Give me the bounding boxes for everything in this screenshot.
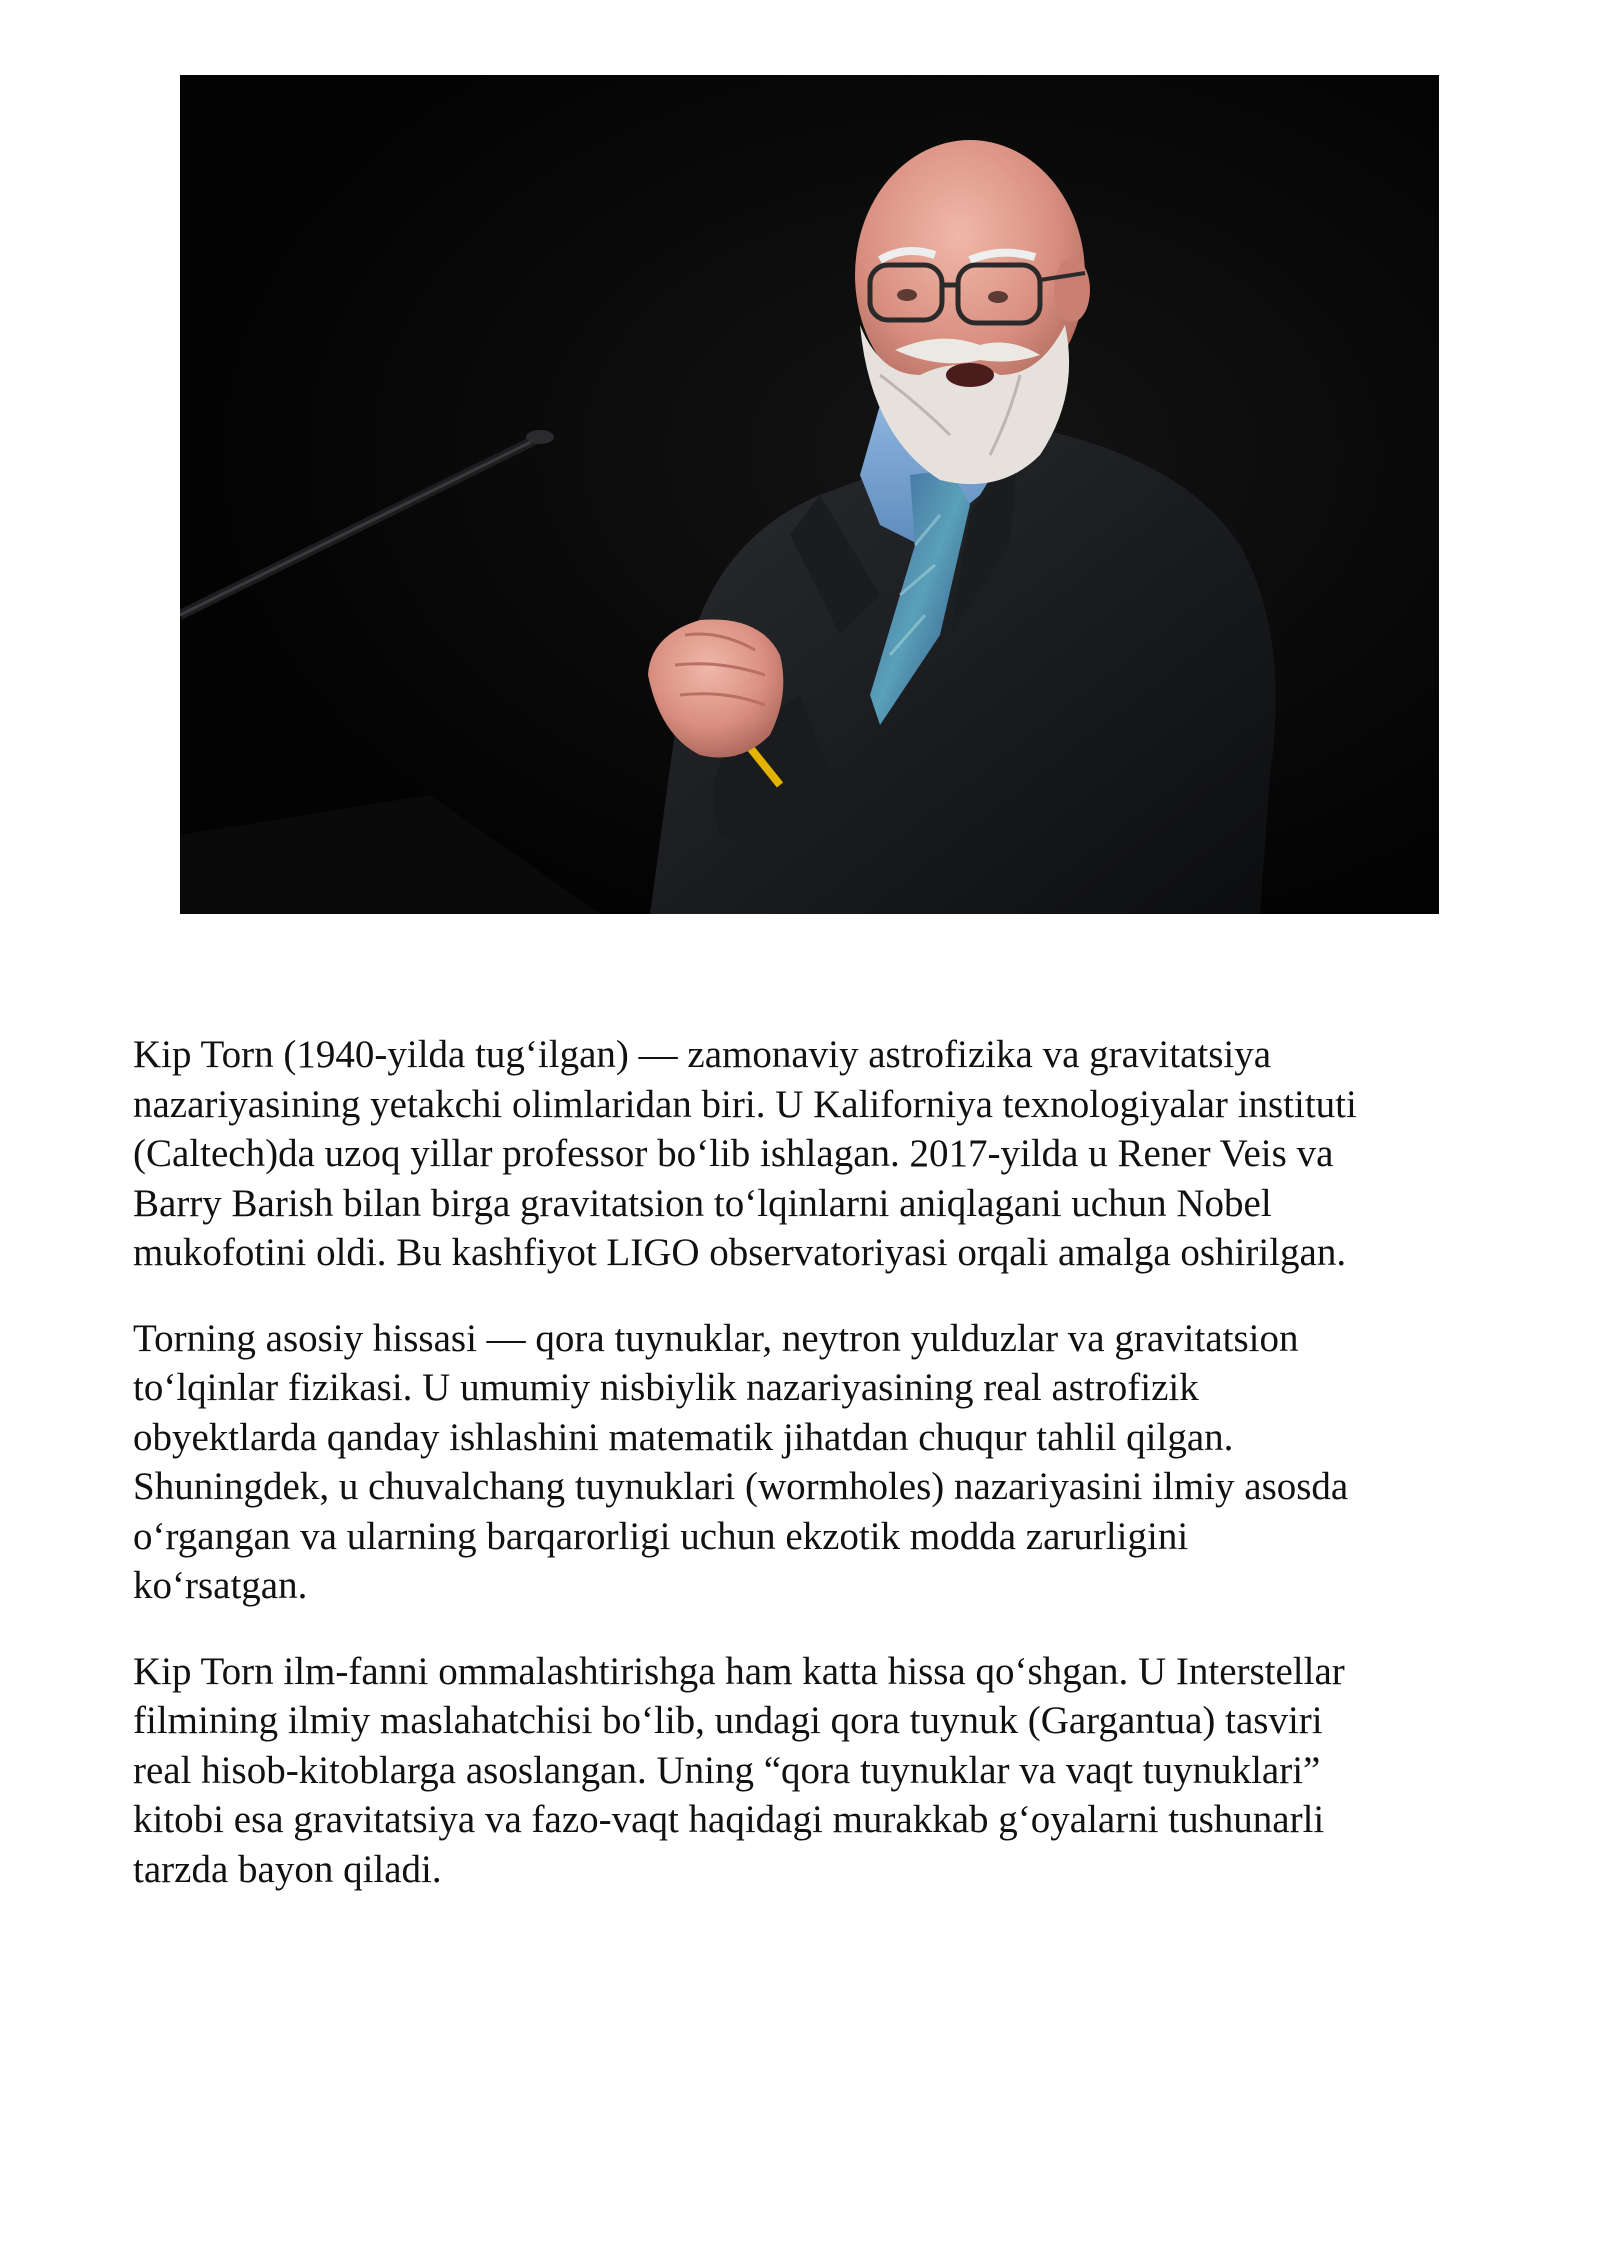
paragraph-3	[133, 1647, 1493, 1895]
text-line: to‘lqinlar fizikasi. U umumiy nisbiylik nazariyasining real astrofizik	[133, 1366, 1199, 1409]
text-line: nazariyasining yetakchi olimlaridan biri. U Kaliforniya texnologiyalar instituti	[133, 1082, 1357, 1126]
text-line: (Caltech)da uzoq yillar professor bo‘lib ishlagan. 2017-yilda u Rener Veis va	[133, 1132, 1334, 1175]
text-line: ko‘rsatgan.	[133, 1564, 308, 1607]
text-line: obyektlarda qanday ishlashini matematik jihatdan chuqur tahlil qilgan.	[133, 1415, 1234, 1459]
text-line: Shuningdek, u chuvalchang tuynuklari (wormholes) nazariyasini ilmiy asosda	[133, 1465, 1349, 1508]
text-line: real hisob-kitoblarga asoslangan. Uning “qora tuynuklar va vaqt tuynuklari”	[133, 1748, 1321, 1792]
text-line: Torning asosiy hissasi — qora tuynuklar, neytron yulduzlar va gravitatsion	[133, 1316, 1299, 1360]
article-body	[133, 1030, 1493, 1930]
portrait-photo	[180, 75, 1439, 914]
paragraph-1	[133, 1030, 1493, 1278]
text-line: o‘rgangan va ularning barqarorligi uchun ekzotik modda zarurligini	[133, 1514, 1189, 1558]
text-line: Barry Barish bilan birga gravitatsion to‘lqinlarni aniqlagani uchun Nobel	[133, 1181, 1272, 1225]
text-line: Kip Torn ilm-fanni ommalashtirishga ham katta hissa qo‘shgan. U Interstellar	[133, 1649, 1345, 1693]
text-line: tarzda bayon qiladi.	[133, 1847, 442, 1891]
text-line: Kip Torn (1940-yilda tug‘ilgan) — zamonaviy astrofizika va gravitatsiya	[133, 1033, 1272, 1076]
portrait-illustration	[180, 75, 1439, 914]
text-line: filmining ilmiy maslahatchisi bo‘lib, undagi qora tuynuk (Gargantua) tasviri	[133, 1699, 1323, 1742]
paragraph-2	[133, 1314, 1493, 1611]
text-line: mukofotini oldi. Bu kashfiyot LIGO observatoriyasi orqali amalga oshirilgan.	[133, 1231, 1347, 1274]
text-line: kitobi esa gravitatsiya va fazo-vaqt haqidagi murakkab g‘oyalarni tushunarli	[133, 1798, 1325, 1841]
